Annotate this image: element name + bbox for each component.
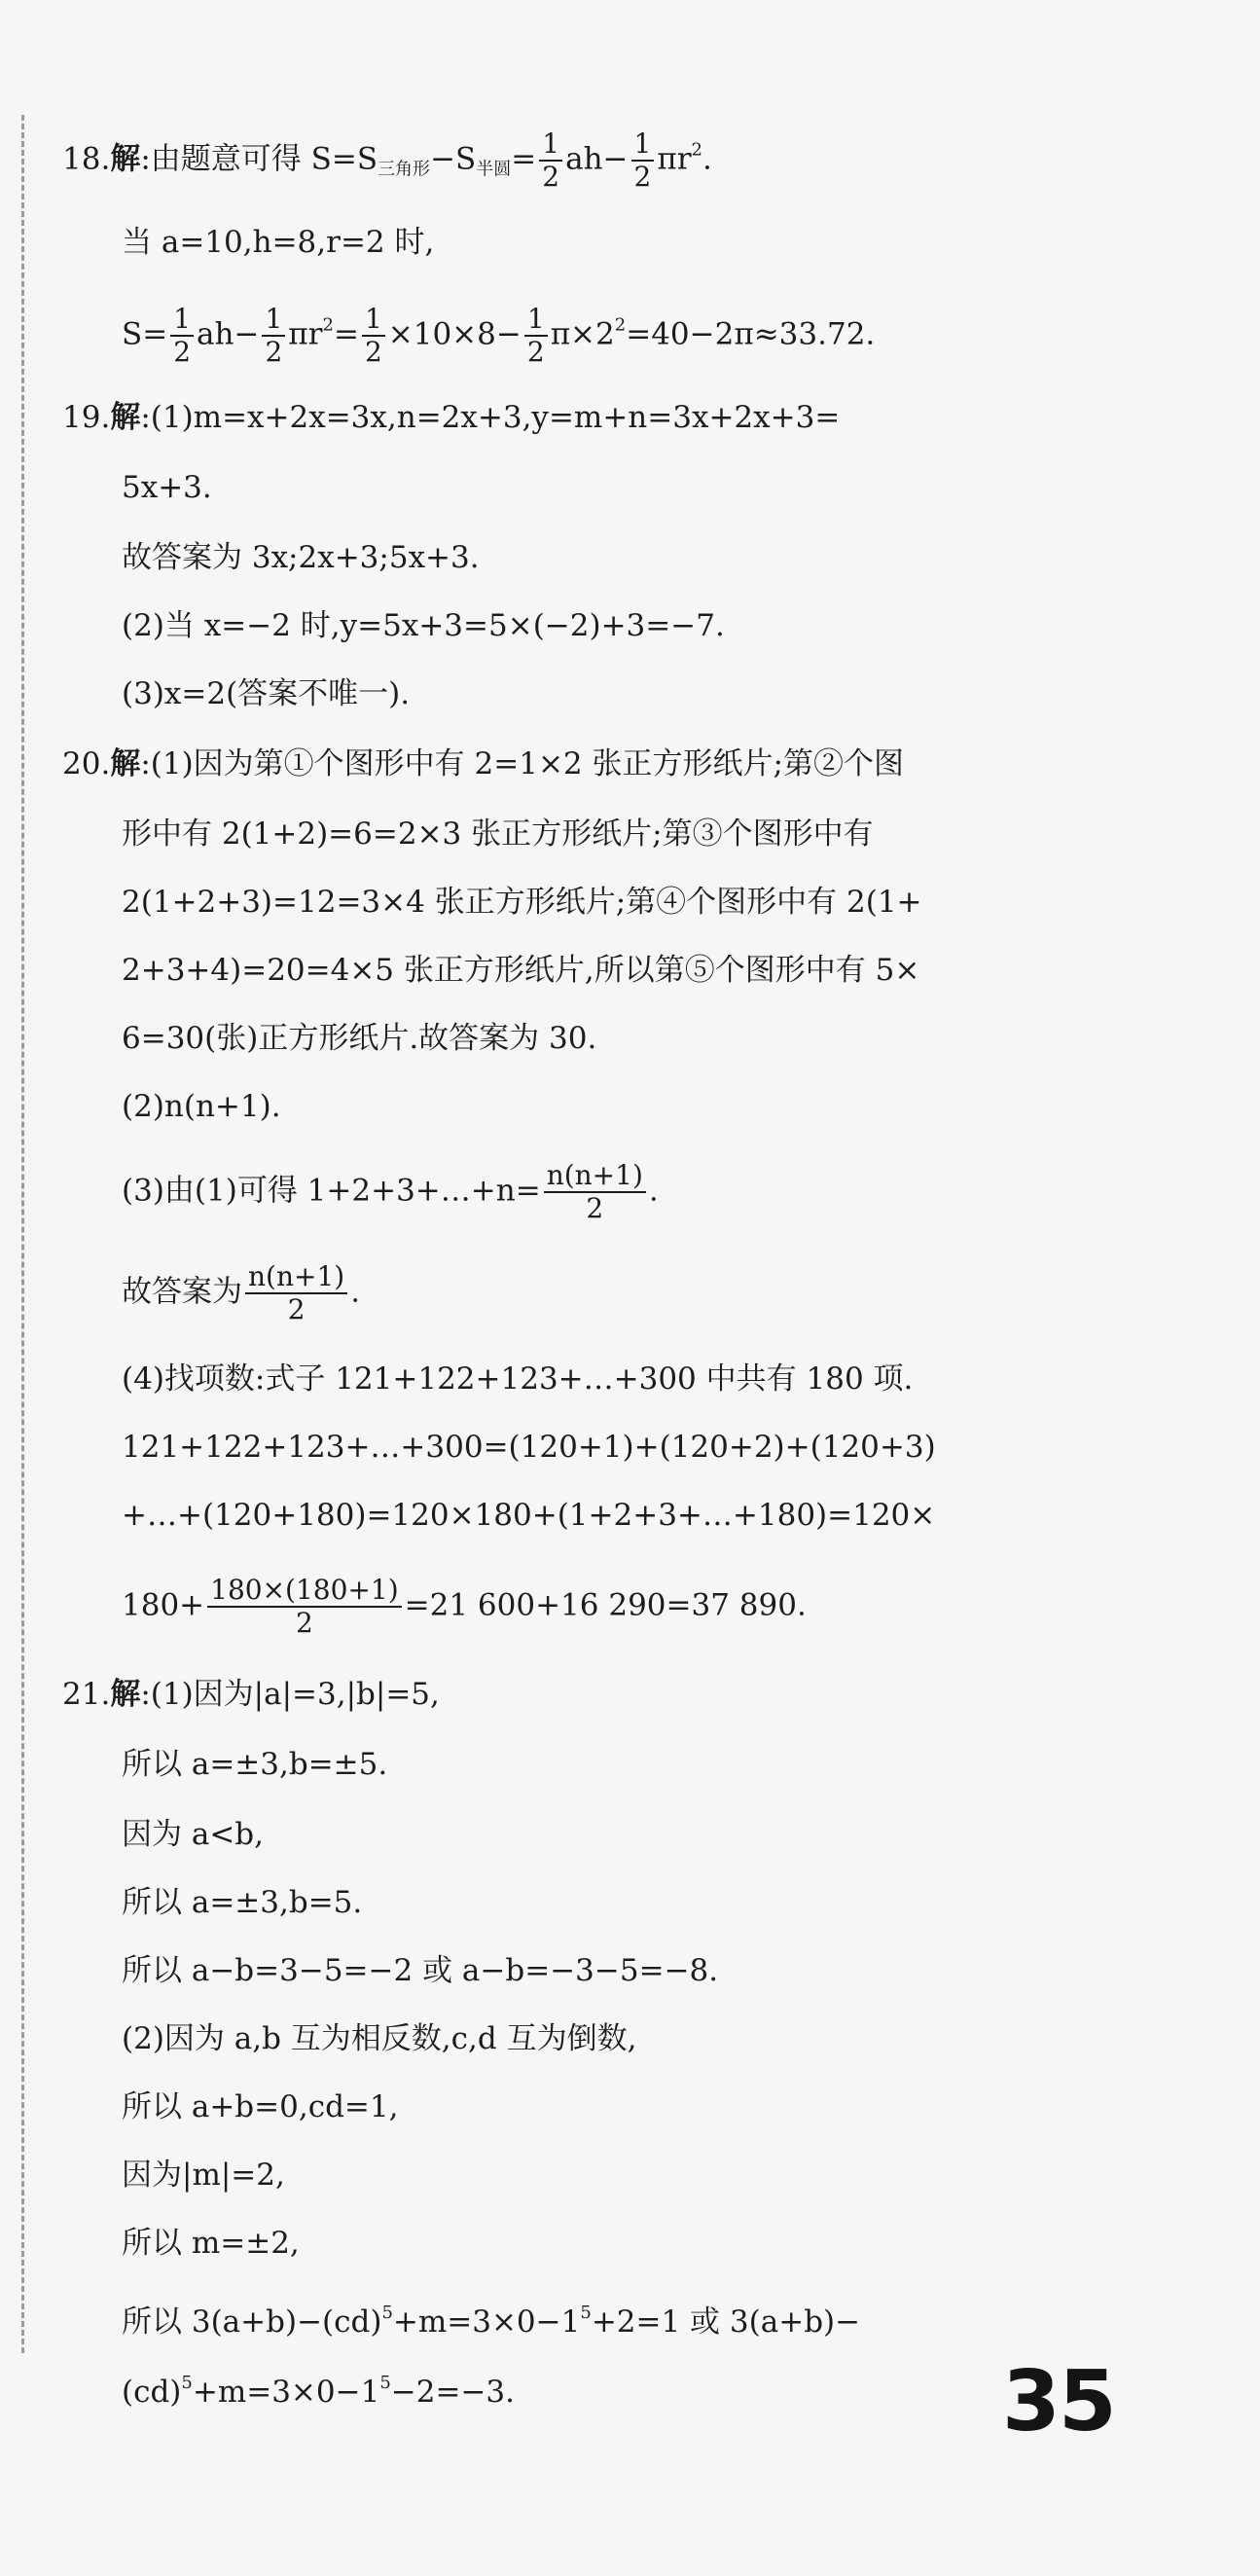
p20-line-9: (4)找项数:式子 121+122+123+…+300 中共有 180 项. xyxy=(122,1361,914,1397)
fraction-half: $\frac{1}{2}$ xyxy=(524,304,548,368)
p19-line-4: (2)当 x=−2 时,y=5x+3=5×(−2)+3=−7. xyxy=(122,608,725,643)
p21-jie-label: 解 xyxy=(110,1677,141,1712)
fraction-half: $\frac{1}{2}$ xyxy=(539,128,562,193)
p20-line-11: +…+(120+180)=120×180+(1+2+3+…+180)=120× xyxy=(122,1498,936,1533)
p19-line-3: 故答案为 3x;2x+3;5x+3. xyxy=(122,540,480,575)
p20-line-7: (3)由(1)可得 1+2+3+…+n= $\frac{n(n+1)}{2}$ . xyxy=(122,1159,659,1224)
p20-line-10: 121+122+123+…+300=(120+1)+(120+2)+(120+3) xyxy=(122,1430,936,1465)
p21-line-2: 所以 a=±3,b=±5. xyxy=(122,1747,388,1782)
p20-line-12: 180+ $\frac{180\times(180+1)}{2}$ =21 600+16 290=37 890. xyxy=(122,1574,807,1639)
p21-line-10: 所以 $3(a+b)-(cd)^5+m=3\times 0-1^5+2=1$ 或 3(a+b)− xyxy=(122,2303,861,2340)
p20-line-5: 6=30(张)正方形纸片.故答案为 30. xyxy=(122,1021,597,1056)
p20-line-4: 2+3+4)=20=4×5 张正方形纸片,所以第⑤个图形中有 5× xyxy=(122,953,920,988)
fraction-n-n-plus-1-over-2: $\frac{n(n+1)}{2}$ xyxy=(245,1261,347,1325)
p20-line-1: 20.解:(1)因为第①个图形中有 2=1×2 张正方形纸片;第②个图 xyxy=(62,746,904,781)
p21-line-9: 所以 m=±2, xyxy=(122,2226,300,2261)
p21-line-3: 因为 a<b, xyxy=(122,1817,265,1852)
p21-line-6: (2)因为 a,b 互为相反数,c,d 互为倒数, xyxy=(122,2021,637,2056)
p18-line-3: S= $\frac{1}{2}$ ah− $\frac{1}{2}$ $\pi r^2=$ $\frac{1}{2}$ ×10×8− $\frac{1}{2}$ $\pi\times 2^2=40-2\pi\approx 33.72$. xyxy=(122,303,876,368)
p21-line-11: $(cd)^5+m=3\times 0-1^5-2=-3$. xyxy=(122,2373,516,2410)
p21-line-4: 所以 a=±3,b=5. xyxy=(122,1885,363,1920)
p21-line-7: 所以 a+b=0,cd=1, xyxy=(122,2089,399,2124)
fraction-half: $\frac{1}{2}$ xyxy=(170,304,194,368)
p20-line-2: 形中有 2(1+2)=6=2×3 张正方形纸片;第③个图形中有 xyxy=(122,816,874,852)
fraction-half: $\frac{1}{2}$ xyxy=(631,128,655,193)
fraction-half: $\frac{1}{2}$ xyxy=(362,304,385,368)
p20-line-3: 2(1+2+3)=12=3×4 张正方形纸片;第④个图形中有 2(1+ xyxy=(122,885,922,920)
p20-line-6: (2)n(n+1). xyxy=(122,1089,281,1124)
fraction-half: $\frac{1}{2}$ xyxy=(262,304,285,368)
p21-line-5: 所以 a−b=3−5=−2 或 a−b=−3−5=−8. xyxy=(122,1953,719,1988)
p18-line-1: 18.解:由题意可得 $S=S_{三角形}-S_{半圆}=$ $\frac{1}{2}$ ah− $\frac{1}{2}$ $\pi r^2$. xyxy=(62,127,712,193)
p20-line-8: 故答案为 $\frac{n(n+1)}{2}$ . xyxy=(122,1260,361,1325)
page-number: 35 xyxy=(1002,2353,1115,2450)
p19-line-5: (3)x=2(答案不唯一). xyxy=(122,676,411,711)
fraction-sum-180: $\frac{180\times(180+1)}{2}$ xyxy=(207,1575,401,1639)
p18-line-2: 当 a=10,h=8,r=2 时, xyxy=(122,225,435,260)
p19-line-2: 5x+3. xyxy=(122,470,212,505)
p19-line-1: 19.解:(1)m=x+2x=3x,n=2x+3,y=m+n=3x+2x+3= xyxy=(62,400,841,435)
fraction-n-n-plus-1-over-2: $\frac{n(n+1)}{2}$ xyxy=(544,1160,646,1224)
p19-jie-label: 解 xyxy=(110,400,141,435)
p21-line-1: 21.解:(1)因为|a|=3,|b|=5, xyxy=(62,1677,440,1712)
p21-line-8: 因为|m|=2, xyxy=(122,2158,285,2193)
p18-jie-label: 解 xyxy=(110,141,141,177)
p20-jie-label: 解 xyxy=(110,746,141,781)
